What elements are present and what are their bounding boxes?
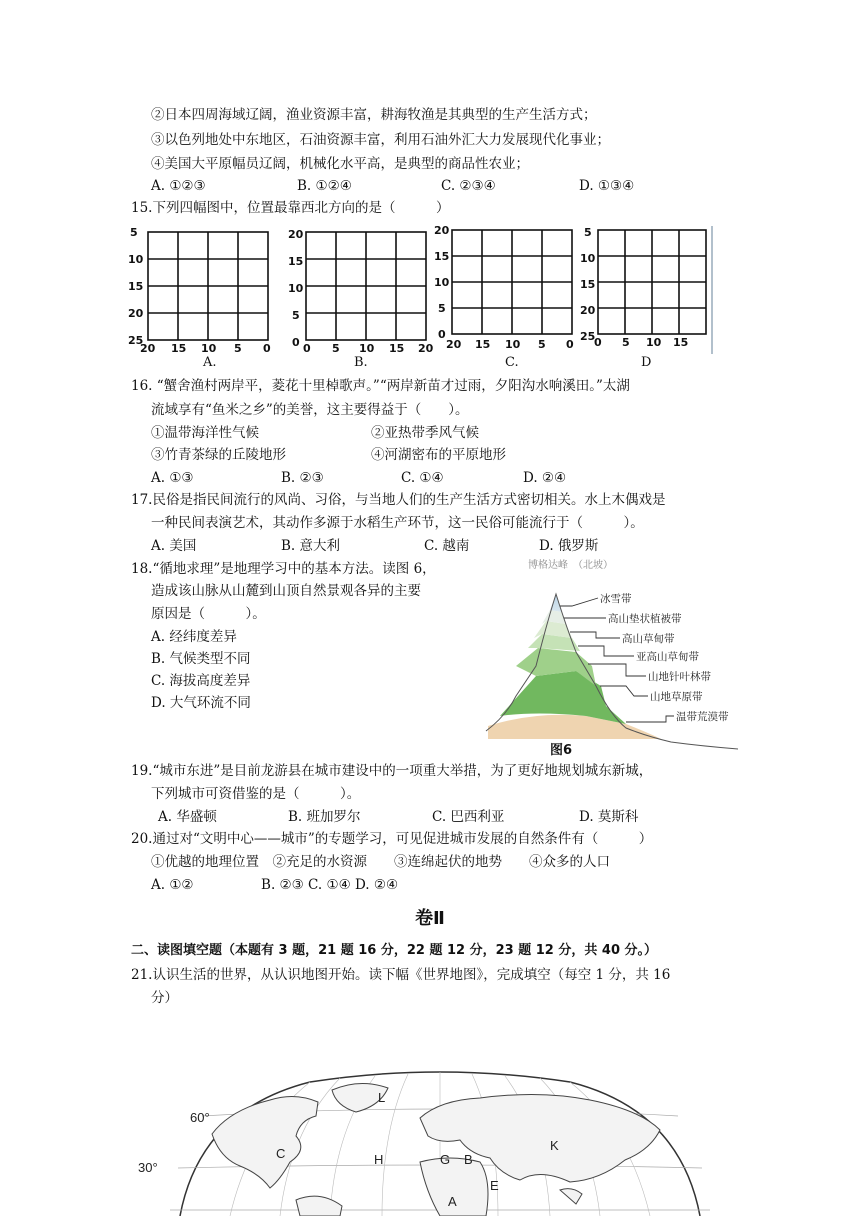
zone-label-conifer: 山地针叶林带 bbox=[648, 671, 711, 683]
lat-60-label: 60° bbox=[190, 1110, 210, 1125]
tick: 20 bbox=[434, 224, 450, 237]
q18-line-3: 原因是（ ）。 bbox=[151, 606, 266, 622]
tick: 20 bbox=[446, 338, 462, 351]
tick: 0 bbox=[303, 342, 311, 355]
q14-option-a: A. ①②③ bbox=[151, 178, 206, 194]
q19-option-d: D. 莫斯科 bbox=[579, 809, 639, 825]
q20-options: A. ①② B. ②③ C. ①④ D. ②④ bbox=[151, 877, 399, 893]
figure-caption: 图6 bbox=[550, 743, 573, 758]
tick: 20 bbox=[418, 342, 434, 355]
tick: 10 bbox=[359, 342, 375, 355]
q15-grid-b bbox=[286, 226, 436, 356]
tick: 15 bbox=[434, 250, 450, 263]
tick: 25 bbox=[128, 334, 144, 347]
tick: 15 bbox=[171, 342, 187, 355]
q18-option-d: D. 大气环流不同 bbox=[151, 695, 251, 711]
north-america bbox=[212, 1096, 318, 1188]
q16-option-c: C. ①④ bbox=[401, 470, 444, 486]
tick: 5 bbox=[622, 336, 630, 349]
zone-label-steppe: 山地草原带 bbox=[650, 691, 703, 703]
q15-grid-a-label: A. bbox=[203, 355, 217, 370]
zone-label-subalpine: 亚高山草甸带 bbox=[636, 651, 699, 663]
q17-option-d: D. 俄罗斯 bbox=[539, 538, 599, 554]
map-letter-c: C bbox=[276, 1146, 286, 1161]
tick: 20 bbox=[140, 342, 156, 355]
q14-option-d: D. ①③④ bbox=[579, 178, 635, 194]
q19-option-a: A. 华盛顿 bbox=[158, 809, 217, 825]
q16-line-2: 流域享有“鱼米之乡”的美誉，这主要得益于（ ）。 bbox=[151, 402, 469, 418]
tick: 5 bbox=[584, 226, 592, 239]
map-letter-h: H bbox=[374, 1152, 384, 1167]
tick: 0 bbox=[438, 328, 446, 341]
map-letter-k: K bbox=[550, 1138, 559, 1153]
tick: 15 bbox=[475, 338, 491, 351]
tick: 10 bbox=[434, 276, 450, 289]
q21-line-2: 分） bbox=[151, 990, 178, 1006]
tick: 5 bbox=[332, 342, 340, 355]
tick: 10 bbox=[646, 336, 662, 349]
tick: 10 bbox=[128, 253, 144, 266]
zone-label-alpine-meadow: 高山草甸带 bbox=[622, 633, 675, 645]
q15-grid-b-label: B. bbox=[354, 355, 368, 370]
tick: 10 bbox=[201, 342, 217, 355]
tick: 5 bbox=[538, 338, 546, 351]
tick: 0 bbox=[263, 342, 271, 355]
zone-desert bbox=[488, 715, 661, 739]
tick: 10 bbox=[580, 252, 596, 265]
map-letter-b: B bbox=[464, 1152, 473, 1167]
tick: 20 bbox=[128, 307, 144, 320]
tick: 15 bbox=[389, 342, 405, 355]
q15-grid-c-label: C. bbox=[505, 355, 519, 370]
tick: 25 bbox=[580, 330, 596, 343]
q17-option-c: C. 越南 bbox=[424, 538, 470, 554]
q17-line-2: 一种民间表演艺术，其动作多源于水稻生产环节，这一民俗可能流行于（ ）。 bbox=[151, 515, 644, 531]
q15-grid-d-label: D bbox=[641, 355, 652, 370]
tick: 10 bbox=[288, 282, 304, 295]
tick: 0 bbox=[594, 336, 602, 349]
q17-option-b: B. 意大利 bbox=[281, 538, 341, 554]
q19-option-b: B. 班加罗尔 bbox=[288, 809, 361, 825]
q16-choice-2: ②亚热带季风气候 bbox=[371, 425, 479, 441]
q14-statement-3: ③以色列地处中东地区，石油资源丰富，利用石油外汇大力发展现代化事业； bbox=[151, 132, 610, 148]
q20-line-2: ①优越的地理位置 ②充足的水资源 ③连绵起伏的地势 ④众多的人口 bbox=[151, 854, 610, 870]
q16-choice-3: ③竹青茶绿的丘陵地形 bbox=[151, 447, 286, 463]
q16-choice-4: ④河湖密布的平原地形 bbox=[371, 447, 506, 463]
zone-alpine-meadow bbox=[534, 621, 572, 638]
mountain-zones-figure bbox=[476, 556, 746, 762]
tick: 5 bbox=[292, 309, 300, 322]
section-heading: 二、读图填空题（本题有 3 题，21 题 16 分，22 题 12 分，23 题 12 分，共 40 分。） bbox=[131, 943, 658, 958]
q15-grid-c bbox=[432, 222, 582, 352]
q18-option-b: B. 气候类型不同 bbox=[151, 651, 251, 667]
south-america bbox=[296, 1196, 342, 1216]
southeast-asia bbox=[560, 1189, 582, 1204]
q15-grid-a bbox=[128, 226, 278, 356]
zone-label-cushion: 高山垫状植被带 bbox=[608, 613, 682, 625]
tick: 0 bbox=[566, 338, 574, 351]
q19-line-1: 19.“城市东进”是目前龙游县在城市建设中的一项重大举措，为了更好地规划城东新城， bbox=[131, 763, 653, 779]
q19-line-2: 下列城市可资借鉴的是（ ）。 bbox=[151, 786, 361, 802]
q16-option-a: A. ①③ bbox=[151, 470, 194, 486]
map-letter-e: E bbox=[490, 1178, 499, 1193]
q16-line-1: 16. “蟹舍渔村两岸平，菱花十里棹歌声。”“两岸新苗才过雨，夕阳沟水响溪田。”太湖 bbox=[131, 378, 630, 394]
world-map bbox=[120, 1070, 760, 1216]
zone-label-desert: 温带荒漠带 bbox=[676, 711, 729, 723]
tick: 15 bbox=[580, 278, 596, 291]
tick: 20 bbox=[580, 304, 596, 317]
q18-line-2: 造成该山脉从山麓到山顶自然景观各异的主要 bbox=[151, 583, 421, 599]
tick: 15 bbox=[673, 336, 689, 349]
q18-option-c: C. 海拔高度差异 bbox=[151, 673, 251, 689]
map-letter-l: L bbox=[378, 1090, 386, 1105]
q17-line-1: 17.民俗是指民间流行的风尚、习俗，与当地人们的生产生活方式密切相关。水上木偶戏是 bbox=[131, 492, 666, 508]
q14-statement-2: ②日本四周海域辽阔，渔业资源丰富，耕海牧渔是其典型的生产生活方式； bbox=[151, 107, 597, 123]
q15-grid-d bbox=[578, 224, 718, 354]
q16-option-d: D. ②④ bbox=[523, 470, 567, 486]
q18-option-a: A. 经纬度差异 bbox=[151, 629, 237, 645]
tick: 5 bbox=[438, 302, 446, 315]
q21-line-1: 21.认识生活的世界，从认识地图开始。读下幅《世界地图》，完成填空（每空 1 分，共 16 bbox=[131, 967, 671, 983]
q17-option-a: A. 美国 bbox=[151, 538, 197, 554]
part-ii-title: 卷Ⅱ bbox=[415, 908, 445, 929]
q15-stem: 15.下列四幅图中，位置最靠西北方向的是（ ） bbox=[131, 200, 450, 216]
q14-statement-4: ④美国大平原幅员辽阔，机械化水平高，是典型的商品性农业； bbox=[151, 156, 529, 172]
tick: 5 bbox=[234, 342, 242, 355]
q20-line-1: 20.通过对“文明中心——城市”的专题学习，可见促进城市发展的自然条件有（ ） bbox=[131, 831, 653, 847]
tick: 15 bbox=[128, 280, 144, 293]
q14-option-b: B. ①②④ bbox=[297, 178, 352, 194]
tick: 15 bbox=[288, 255, 304, 268]
q16-option-b: B. ②③ bbox=[281, 470, 324, 486]
q19-option-c: C. 巴西利亚 bbox=[432, 809, 505, 825]
map-letter-g: G bbox=[440, 1152, 451, 1167]
zone-label-snow: 冰雪带 bbox=[600, 593, 632, 605]
q16-choice-1: ①温带海洋性气候 bbox=[151, 425, 259, 441]
q18-line-1: 18.“循地求理”是地理学习中的基本方法。读图 6， bbox=[131, 561, 436, 577]
tick: 5 bbox=[130, 226, 138, 239]
tick: 20 bbox=[288, 228, 304, 241]
q14-option-c: C. ②③④ bbox=[441, 178, 496, 194]
figure-title: 博格达峰 （北坡） bbox=[528, 560, 613, 571]
map-letter-a: A bbox=[448, 1194, 457, 1209]
tick: 0 bbox=[292, 336, 300, 349]
tick: 10 bbox=[505, 338, 521, 351]
lat-30-label: 30° bbox=[138, 1160, 158, 1175]
